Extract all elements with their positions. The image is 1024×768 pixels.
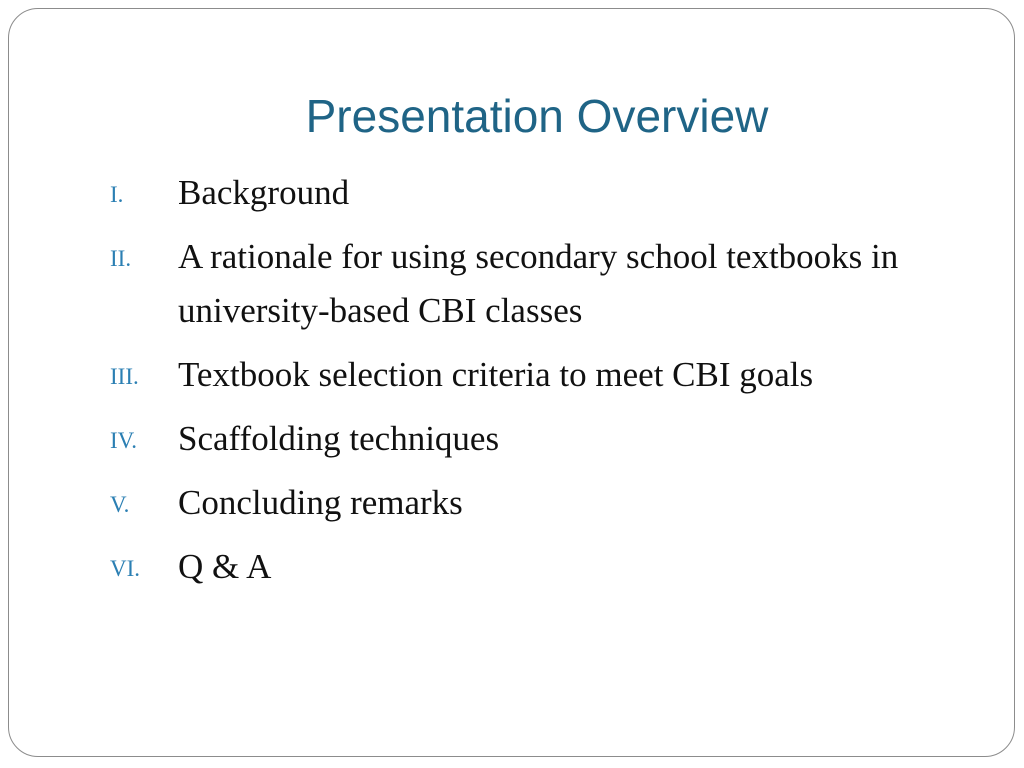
agenda-marker: III. bbox=[110, 364, 139, 389]
agenda-item-3 bbox=[110, 348, 960, 402]
agenda-marker: I. bbox=[110, 182, 124, 207]
agenda-list bbox=[110, 166, 960, 604]
agenda-marker: V. bbox=[110, 492, 130, 517]
agenda-marker: IV. bbox=[110, 428, 138, 453]
agenda-item-1 bbox=[110, 166, 960, 220]
agenda-item-2 bbox=[110, 230, 960, 338]
agenda-text: Textbook selection criteria to meet CBI goals bbox=[178, 355, 814, 394]
agenda-item-6 bbox=[110, 540, 960, 594]
agenda-item-5 bbox=[110, 476, 960, 530]
slide-title: Presentation Overview bbox=[305, 90, 769, 142]
agenda-text: Scaffolding techniques bbox=[178, 419, 500, 458]
agenda-text: A rationale for using secondary school textbooks in university-based CBI classes bbox=[178, 237, 899, 330]
agenda-item-4 bbox=[110, 412, 960, 466]
agenda-marker: II. bbox=[110, 246, 132, 271]
agenda-text: Concluding remarks bbox=[178, 483, 463, 522]
agenda-text: Q & A bbox=[178, 547, 272, 586]
agenda-text: Background bbox=[178, 173, 350, 212]
agenda-marker: VI. bbox=[110, 556, 141, 581]
